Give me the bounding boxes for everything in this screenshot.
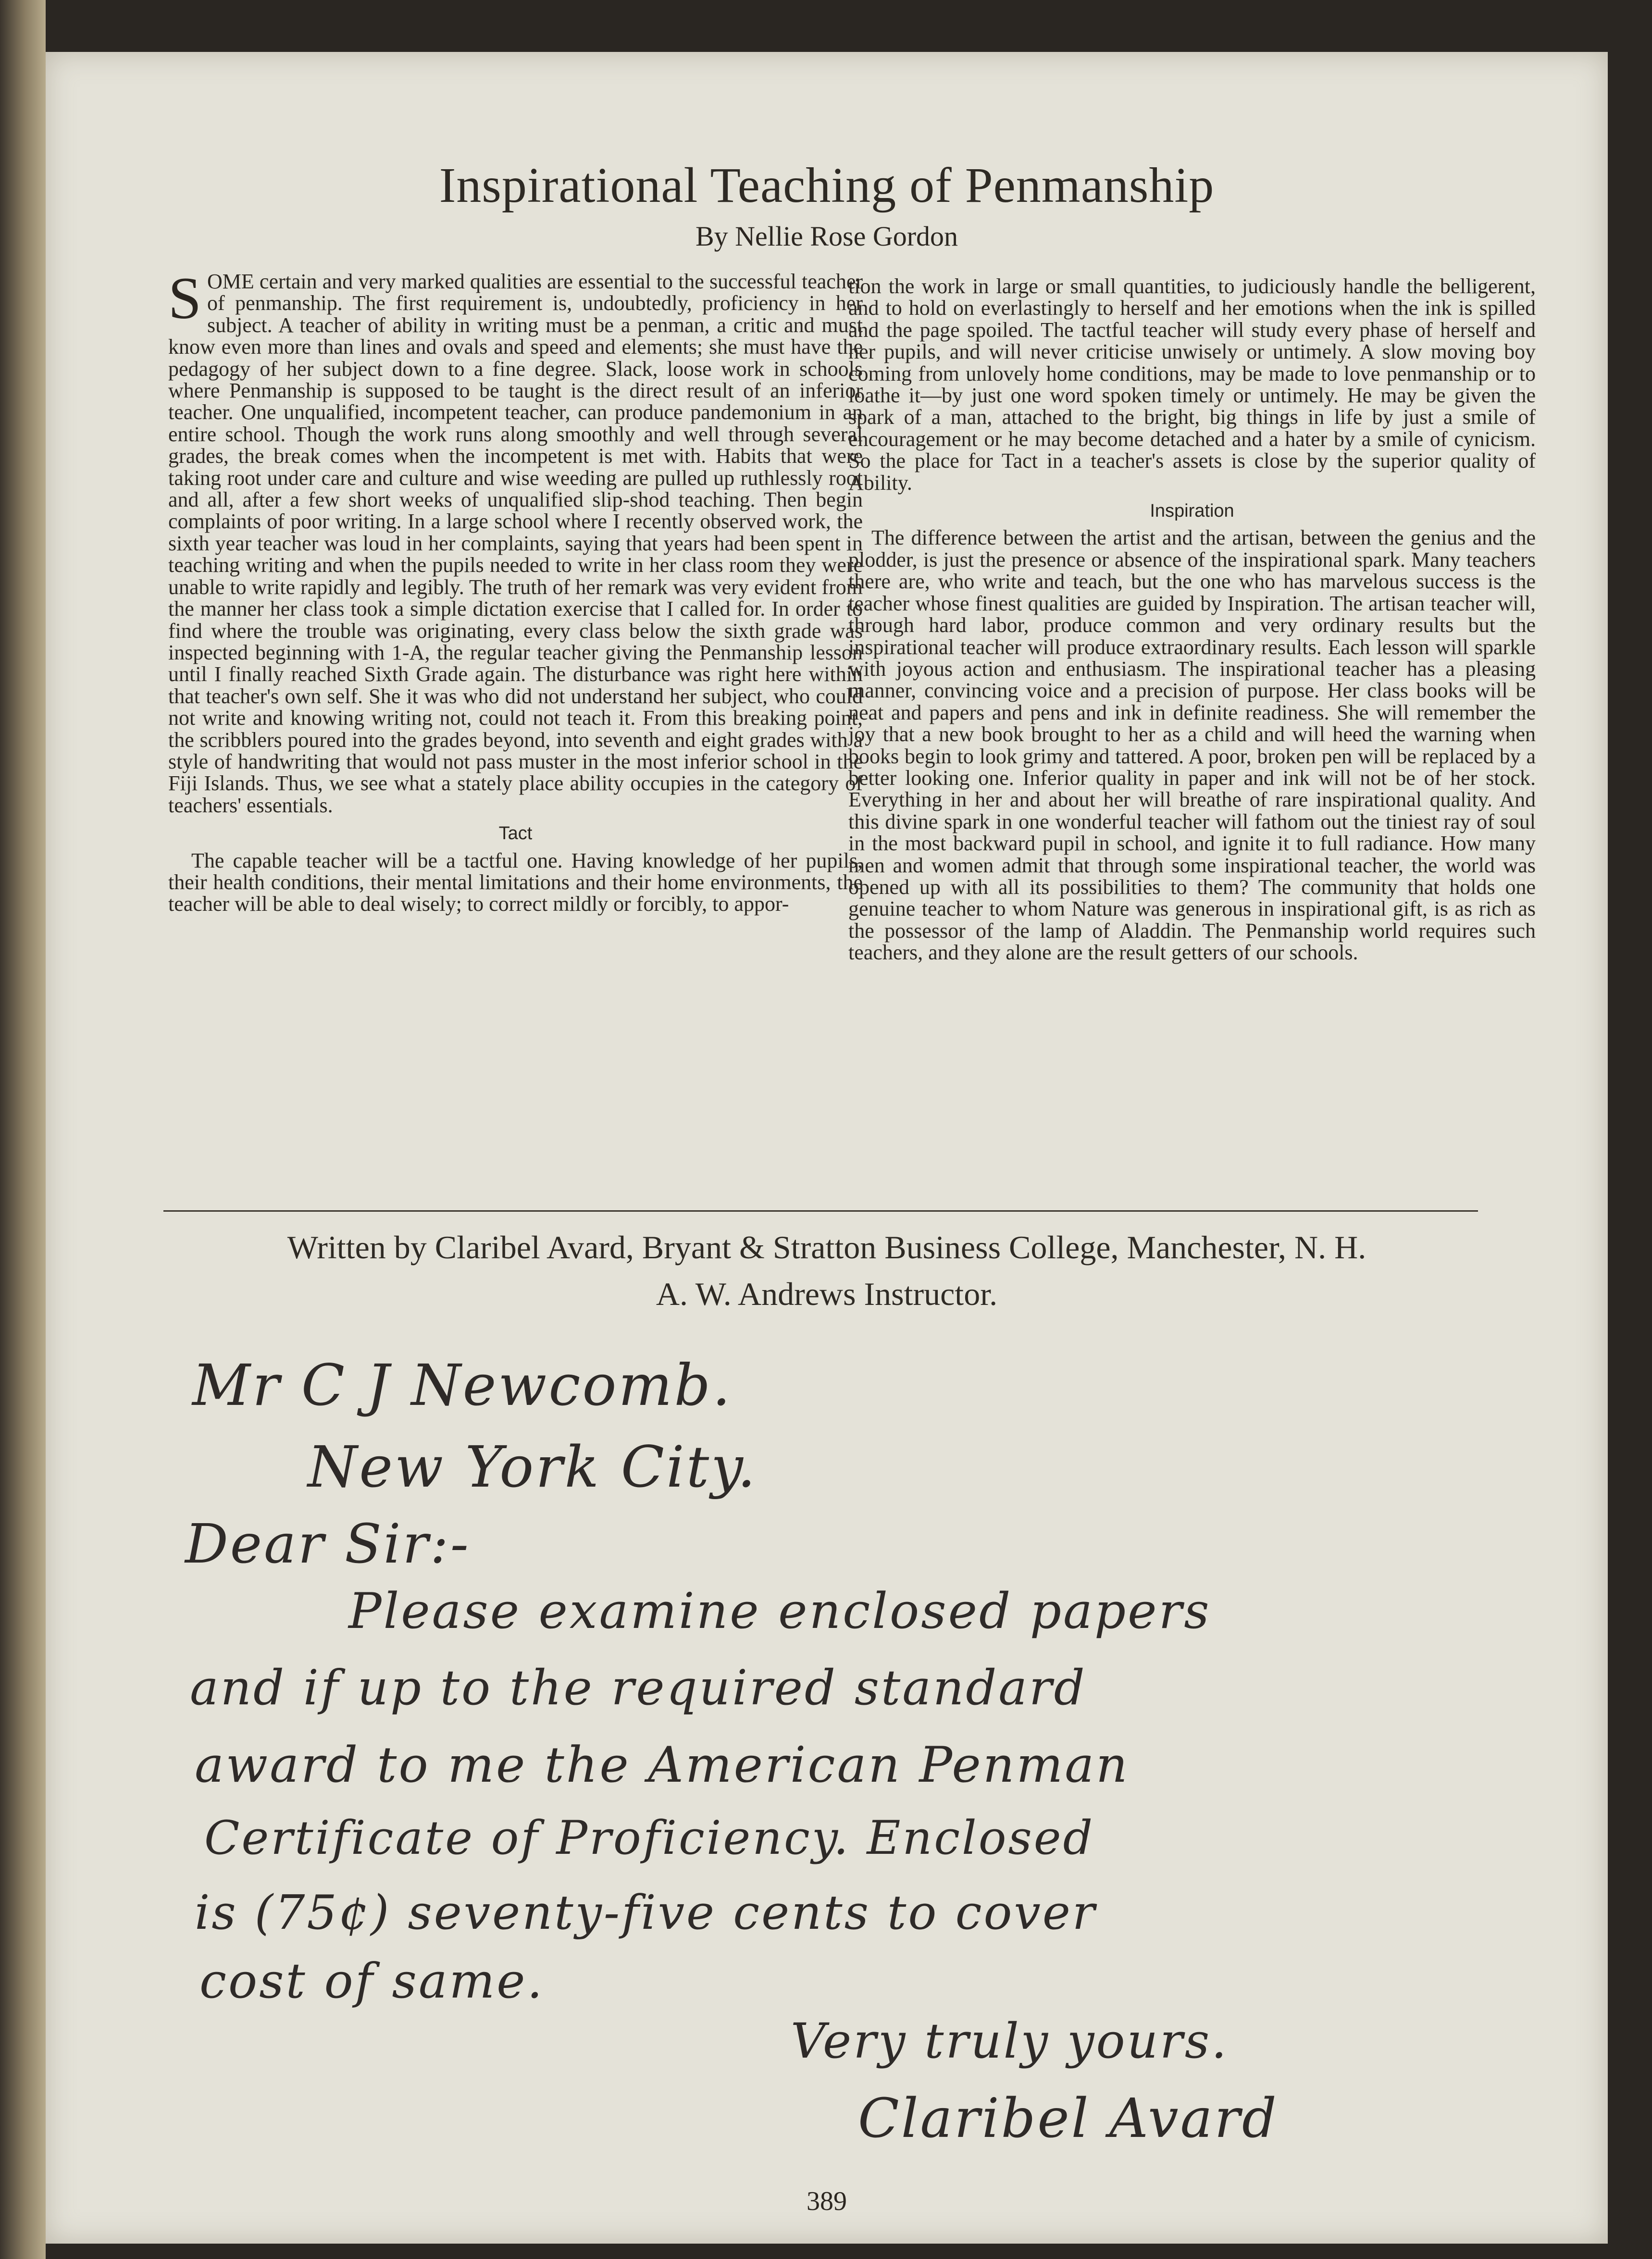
letter-line-1: Please examine enclosed papers [348, 1583, 1211, 1640]
paragraph-inspiration: The difference between the artist and the artisan, between the genius and the plodder, is just the presence or absence of the inspirational spark. Many teachers there are, who write and teach, but the one who has marvelous success is the teacher whose finest qualities are guided by Inspiration. The artisan teacher will, through hard labor, produce common and very ordinary results but the inspirational teacher will produce extraordinary results. Each lesson will sparkle with joyous action and enthusiasm. The inspirational teacher has a pleasing manner, convincing voice and a precision of purpose. Her class books will be neat and papers and pens and ink in definite readiness. She will remember the joy that a new book brought to her as a child and will heed the warning when books begin to look grimy and tattered. A poor, broken pen will be replaced by a better looking one. Inferior quality in paper and ink will not be of her stock. Everything in her and about her will breathe of rare inspirational quality. And this divine spark in one wonderful teacher will fathom out the tiniest ray of soul in the most backward pupil in school, and ignite it to full radiance. How many men and women admit that through some inspirational teacher, the world was opened up with all its possibilities to them? The community that holds one genuine teacher to whom Nature was generous in inspirational gift, is as rich as the possessor of the lamp of Aladdin. The Penmanship world requires such teachers, and they alone are the result getters of our schools. [848, 526, 1536, 965]
specimen-credit: Written by Claribel Avard, Bryant & Stratton Business College, Manchester, N. H. [287, 1229, 1366, 1266]
page-number: 389 [807, 2186, 847, 2216]
letter-line-3: award to me the American Penman [195, 1737, 1130, 1794]
paragraph-ability-text: OME certain and very marked qualities are essential to the successful teacher of penmanship. The first requirement is, undoubtedly, proficiency in her subject. A teacher of ability in writing must be a penman, a critic and must know even more than lines and ovals and speed and elements; she must have the pedagogy of her subject down to a fine degree. Slack, loose work in schools where Penmanship is supposed to be taught is the direct result of an inferior teacher. One unqualified, incompetent teacher, can produce pandemonium in an entire school. Though the work runs along smoothly and well through several grades, the break comes when the incompetent is met with. Habits that were taking root under care and culture and wise weeding are pulled up ruthlessly root and all, after a few short weeks of unqualified slip-shod teaching. Then begin complaints of poor writing. In a large school where I recently observed work, the sixth year teacher was loud in her complaints, saying that years had been spent in teaching writing and when the pupils needed to write in her class room they were unable to write rapidly and legibly. The truth of her remark was very evident from the manner her class took a simple dictation exercise that I called for. In order to find where the trouble was originating, every class below the sixth grade was inspected beginning with 1-A, the regular teacher giving the Penmanship lesson until I finally reached Sixth Grade again. The disturbance was right here within that teacher's own self. She it was who did not understand her subject, who could not write and knowing writing not, could not teach it. From this breaking point, the scribblers poured into the grades beyond, into seventh and eight grades with a style of handwriting that would not pass muster in the most inferior school in the Fiji Islands. Thus, we see what a stately place ability occupies in the category of teachers' essentials. [168, 270, 863, 817]
paragraph-tact-continued: tion the work in large or small quantities, to judiciously handle the belligerent, and to hold on everlastingly to herself and her emotions when the ink is spilled and the page spoiled. The tactful teacher will study every phase of herself and her pupils, and will never criticise unwisely or untimely. A slow moving boy coming from unlovely home conditions, may be made to love penmanship or to loathe it—by just one word spoken timely or untimely. He may be given the spark of a man, attached to the bright, big things in life by just a smile of encouragement or he may become detached and a hater by a smile of cynicism. So the place for Tact in a teacher's assets is close by the superior quality of Ability. [848, 274, 1536, 495]
letter-line-5: is (75¢) seventy-five cents to cover [195, 1886, 1097, 1940]
article-byline: By Nellie Rose Gordon [695, 221, 958, 252]
paragraph-tact-start: The capable teacher will be a tactful one. Having knowledge of her pupils, their health conditions, their mental limitations and their home environments, the teacher will be able to deal wisely; to correct mildly or forcibly, to appor- [168, 848, 863, 916]
letter-salutation: Dear Sir:- [185, 1513, 471, 1576]
article-column-left [168, 265, 863, 916]
letter-line-6: cost of same. [199, 1953, 545, 2009]
letter-closing: Very truly yours. [791, 2013, 1229, 2069]
subhead-tact: Tact [498, 823, 533, 844]
drop-cap: S [168, 265, 201, 331]
magazine-page [46, 52, 1608, 2244]
specimen-instructor: A. W. Andrews Instructor. [656, 1276, 998, 1312]
subhead-inspiration: Inspiration [1150, 501, 1234, 521]
letter-signature: Claribel Avard [858, 2087, 1279, 2150]
letter-line-2: and if up to the required standard [190, 1660, 1087, 1716]
article-title: Inspirational Teaching of Penmanship [439, 158, 1215, 213]
letter-city: New York City. [308, 1434, 758, 1500]
paragraph-ability [168, 265, 863, 817]
letter-line-4: Certificate of Proficiency. Enclosed [204, 1811, 1095, 1865]
binding-edge [0, 0, 46, 2259]
letter-addressee: Mr C J Newcomb. [192, 1352, 733, 1418]
article-column-right [848, 275, 1536, 964]
section-divider [163, 1210, 1478, 1212]
